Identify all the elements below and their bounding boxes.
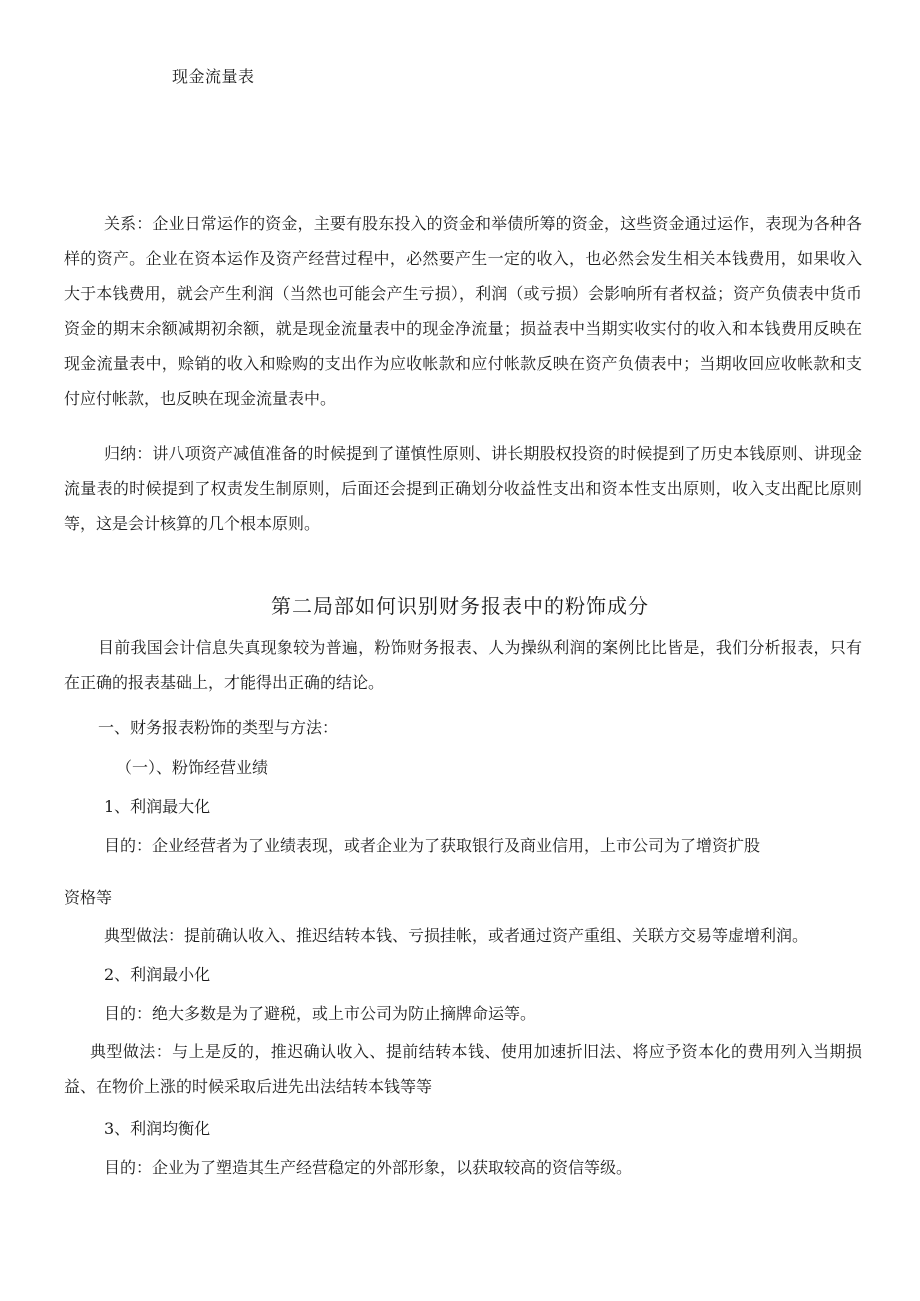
document-title: 现金流量表 xyxy=(172,67,255,86)
item-1-method: 典型做法：提前确认收入、推迟结转本钱、亏损挂帐，或者通过资产重组、关联方交易等虚增利润。 xyxy=(104,926,809,945)
relation-paragraph: 关系：企业日常运作的资金，主要有股东投入的资金和举债所筹的资金，这些资金通过运作，表现为各种各样的资产。企业在资本运作及资产经营过程中，必然要产生一定的收入，也必然会发生相关本钱费用，如果收入大于本钱费用，就会产生利润（当然也可能会产生亏损），利润（或亏损）会影响所有者权益；资产负债表中货币资金的期末余额减期初余额，就是现金流量表中的现金净流量；损益表中当期实收实付的收入和本钱费用反映在现金流量表中，赊销的收入和赊购的支出作为应收帐款和应付帐款反映在资产负债表中；当期收回应收帐款和支付应付帐款，也反映在现金流量表中。 xyxy=(64,214,862,408)
section-title: 第二局部如何识别财务报表中的粉饰成分 xyxy=(271,594,649,618)
item-1-title: 1、利润最大化 xyxy=(104,797,211,816)
intro-paragraph: 目前我国会计信息失真现象较为普遍，粉饰财务报表、人为操纵利润的案例比比皆是，我们分析报表，只有在正确的报表基础上，才能得出正确的结论。 xyxy=(64,638,862,692)
item-2-purpose: 目的：绝大多数是为了避税，或上市公司为防止摘牌命运等。 xyxy=(104,1004,537,1023)
item-1-purpose: 目的：企业经营者为了业绩表现，或者企业为了获取银行及商业信用，上市公司为了增资扩股 xyxy=(104,836,761,855)
item-3-purpose: 目的：企业为了塑造其生产经营稳定的外部形象，以获取较高的资信等级。 xyxy=(104,1158,633,1177)
item-2-title: 2、利润最小化 xyxy=(104,965,211,984)
item-2-method: 典型做法：与上是反的，推迟确认收入、提前结转本钱、使用加速折旧法、将应予资本化的费用列入当期损益、在物价上涨的时候采取后进先出法结转本钱等等 xyxy=(64,1042,862,1096)
item-3-title: 3、利润均衡化 xyxy=(104,1119,211,1138)
heading-operating-performance: （一）、粉饰经营业绩 xyxy=(116,758,269,777)
summary-paragraph: 归纳：讲八项资产减值准备的时候提到了谨慎性原则、讲长期股权投资的时候提到了历史本钱原则、讲现金流量表的时候提到了权责发生制原则，后面还会提到正确划分收益性支出和资本性支出原则，收入支出配比原则等，这是会计核算的几个根本原则。 xyxy=(64,444,862,533)
heading-types-methods: 一、财务报表粉饰的类型与方法： xyxy=(98,718,339,737)
item-1-purpose-continued: 资格等 xyxy=(64,888,113,907)
